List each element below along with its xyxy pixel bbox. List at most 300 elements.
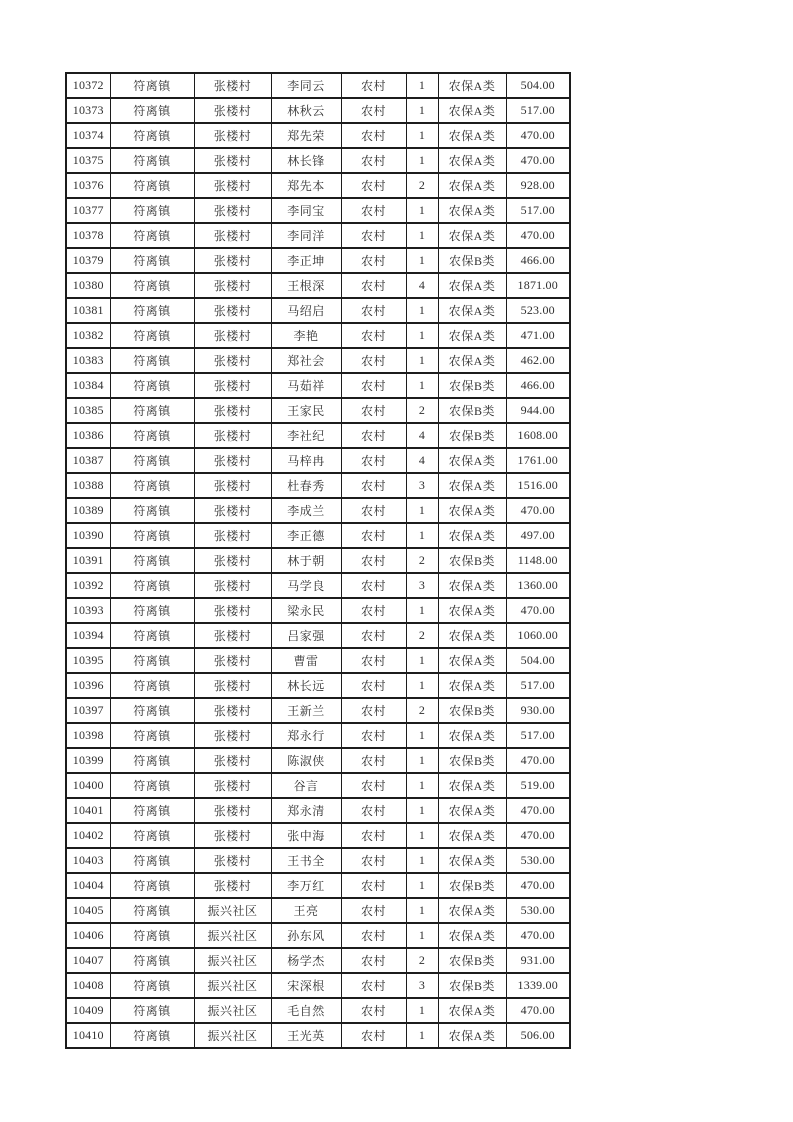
cell-insurance_category: 农保A类 (438, 498, 506, 523)
table-row (66, 898, 570, 923)
cell-seq: 10402 (66, 823, 110, 848)
cell-residence_type: 农村 (341, 798, 406, 823)
cell-insurance_category: 农保A类 (438, 648, 506, 673)
cell-residence_type: 农村 (341, 248, 406, 273)
table-row (66, 148, 570, 173)
cell-town: 符离镇 (110, 523, 194, 548)
cell-town: 符离镇 (110, 448, 194, 473)
cell-name: 李正德 (271, 523, 341, 548)
cell-name: 李同云 (271, 73, 341, 98)
cell-amount: 470.00 (506, 998, 570, 1023)
table-row (66, 748, 570, 773)
cell-person_count: 1 (406, 723, 438, 748)
cell-name: 王书全 (271, 848, 341, 873)
cell-insurance_category: 农保B类 (438, 373, 506, 398)
cell-village: 张楼村 (194, 223, 271, 248)
cell-amount: 470.00 (506, 223, 570, 248)
cell-town: 符离镇 (110, 373, 194, 398)
table-row (66, 298, 570, 323)
cell-town: 符离镇 (110, 798, 194, 823)
cell-insurance_category: 农保A类 (438, 298, 506, 323)
cell-residence_type: 农村 (341, 898, 406, 923)
cell-seq: 10397 (66, 698, 110, 723)
cell-person_count: 1 (406, 673, 438, 698)
cell-village: 张楼村 (194, 823, 271, 848)
cell-town: 符离镇 (110, 148, 194, 173)
cell-amount: 1761.00 (506, 448, 570, 473)
cell-residence_type: 农村 (341, 198, 406, 223)
cell-village: 振兴社区 (194, 973, 271, 998)
cell-village: 振兴社区 (194, 998, 271, 1023)
cell-insurance_category: 农保A类 (438, 323, 506, 348)
cell-insurance_category: 农保B类 (438, 973, 506, 998)
cell-seq: 10406 (66, 923, 110, 948)
cell-residence_type: 农村 (341, 673, 406, 698)
table-row (66, 923, 570, 948)
cell-person_count: 1 (406, 98, 438, 123)
cell-residence_type: 农村 (341, 998, 406, 1023)
cell-amount: 470.00 (506, 123, 570, 148)
cell-person_count: 1 (406, 898, 438, 923)
cell-insurance_category: 农保A类 (438, 898, 506, 923)
table-row (66, 348, 570, 373)
cell-insurance_category: 农保B类 (438, 748, 506, 773)
cell-name: 李同洋 (271, 223, 341, 248)
cell-village: 振兴社区 (194, 898, 271, 923)
cell-person_count: 1 (406, 248, 438, 273)
cell-town: 符离镇 (110, 648, 194, 673)
cell-amount: 504.00 (506, 73, 570, 98)
cell-amount: 470.00 (506, 823, 570, 848)
cell-person_count: 2 (406, 548, 438, 573)
cell-amount: 1060.00 (506, 623, 570, 648)
cell-village: 张楼村 (194, 773, 271, 798)
cell-amount: 517.00 (506, 198, 570, 223)
cell-person_count: 1 (406, 648, 438, 673)
cell-residence_type: 农村 (341, 98, 406, 123)
cell-residence_type: 农村 (341, 73, 406, 98)
cell-town: 符离镇 (110, 898, 194, 923)
cell-insurance_category: 农保A类 (438, 448, 506, 473)
cell-seq: 10405 (66, 898, 110, 923)
cell-name: 林于朝 (271, 548, 341, 573)
cell-name: 陈淑侠 (271, 748, 341, 773)
cell-town: 符离镇 (110, 598, 194, 623)
cell-town: 符离镇 (110, 173, 194, 198)
cell-residence_type: 农村 (341, 573, 406, 598)
cell-residence_type: 农村 (341, 123, 406, 148)
table-row (66, 223, 570, 248)
cell-insurance_category: 农保A类 (438, 823, 506, 848)
table-row (66, 373, 570, 398)
cell-village: 张楼村 (194, 448, 271, 473)
cell-seq: 10407 (66, 948, 110, 973)
cell-seq: 10399 (66, 748, 110, 773)
cell-town: 符离镇 (110, 948, 194, 973)
cell-name: 林长远 (271, 673, 341, 698)
cell-village: 张楼村 (194, 198, 271, 223)
cell-town: 符离镇 (110, 623, 194, 648)
table-row (66, 698, 570, 723)
cell-insurance_category: 农保A类 (438, 223, 506, 248)
cell-town: 符离镇 (110, 873, 194, 898)
cell-town: 符离镇 (110, 473, 194, 498)
cell-name: 李成兰 (271, 498, 341, 523)
cell-residence_type: 农村 (341, 648, 406, 673)
cell-seq: 10372 (66, 73, 110, 98)
cell-insurance_category: 农保B类 (438, 248, 506, 273)
cell-residence_type: 农村 (341, 273, 406, 298)
cell-amount: 470.00 (506, 798, 570, 823)
cell-insurance_category: 农保B类 (438, 548, 506, 573)
cell-amount: 517.00 (506, 98, 570, 123)
cell-town: 符离镇 (110, 398, 194, 423)
cell-person_count: 2 (406, 173, 438, 198)
cell-insurance_category: 农保A类 (438, 773, 506, 798)
cell-amount: 944.00 (506, 398, 570, 423)
cell-residence_type: 农村 (341, 773, 406, 798)
cell-insurance_category: 农保B类 (438, 948, 506, 973)
cell-village: 张楼村 (194, 298, 271, 323)
cell-seq: 10383 (66, 348, 110, 373)
cell-name: 王亮 (271, 898, 341, 923)
cell-name: 马梓冉 (271, 448, 341, 473)
cell-name: 王新兰 (271, 698, 341, 723)
cell-seq: 10391 (66, 548, 110, 573)
cell-name: 李同宝 (271, 198, 341, 223)
cell-name: 孙东风 (271, 923, 341, 948)
cell-town: 符离镇 (110, 723, 194, 748)
cell-seq: 10393 (66, 598, 110, 623)
cell-village: 张楼村 (194, 473, 271, 498)
cell-person_count: 2 (406, 698, 438, 723)
cell-insurance_category: 农保A类 (438, 148, 506, 173)
table-row (66, 673, 570, 698)
cell-amount: 470.00 (506, 873, 570, 898)
cell-insurance_category: 农保B类 (438, 698, 506, 723)
cell-seq: 10410 (66, 1023, 110, 1048)
cell-person_count: 1 (406, 148, 438, 173)
cell-person_count: 1 (406, 198, 438, 223)
cell-insurance_category: 农保A类 (438, 598, 506, 623)
cell-village: 张楼村 (194, 673, 271, 698)
cell-person_count: 1 (406, 523, 438, 548)
cell-amount: 1148.00 (506, 548, 570, 573)
cell-person_count: 1 (406, 598, 438, 623)
cell-residence_type: 农村 (341, 423, 406, 448)
cell-village: 张楼村 (194, 348, 271, 373)
cell-insurance_category: 农保A类 (438, 573, 506, 598)
cell-seq: 10408 (66, 973, 110, 998)
cell-seq: 10384 (66, 373, 110, 398)
cell-amount: 1516.00 (506, 473, 570, 498)
cell-name: 吕家强 (271, 623, 341, 648)
table-row (66, 848, 570, 873)
cell-seq: 10376 (66, 173, 110, 198)
table-row (66, 723, 570, 748)
cell-residence_type: 农村 (341, 1023, 406, 1048)
cell-village: 张楼村 (194, 873, 271, 898)
table-row (66, 973, 570, 998)
cell-amount: 1608.00 (506, 423, 570, 448)
cell-village: 张楼村 (194, 98, 271, 123)
cell-person_count: 1 (406, 848, 438, 873)
cell-insurance_category: 农保A类 (438, 673, 506, 698)
cell-residence_type: 农村 (341, 723, 406, 748)
cell-name: 林长锋 (271, 148, 341, 173)
cell-person_count: 1 (406, 323, 438, 348)
cell-name: 郑社会 (271, 348, 341, 373)
table-row (66, 248, 570, 273)
table-row (66, 948, 570, 973)
cell-town: 符离镇 (110, 98, 194, 123)
cell-insurance_category: 农保A类 (438, 998, 506, 1023)
cell-residence_type: 农村 (341, 548, 406, 573)
cell-residence_type: 农村 (341, 398, 406, 423)
cell-seq: 10395 (66, 648, 110, 673)
cell-amount: 1871.00 (506, 273, 570, 298)
table-row (66, 73, 570, 98)
cell-person_count: 4 (406, 423, 438, 448)
cell-seq: 10386 (66, 423, 110, 448)
table-row (66, 273, 570, 298)
cell-seq: 10377 (66, 198, 110, 223)
table-row (66, 798, 570, 823)
cell-amount: 1360.00 (506, 573, 570, 598)
table-row (66, 398, 570, 423)
cell-name: 宋深根 (271, 973, 341, 998)
table-row (66, 523, 570, 548)
cell-town: 符离镇 (110, 973, 194, 998)
cell-insurance_category: 农保B类 (438, 398, 506, 423)
cell-amount: 931.00 (506, 948, 570, 973)
cell-person_count: 1 (406, 73, 438, 98)
cell-amount: 462.00 (506, 348, 570, 373)
cell-seq: 10403 (66, 848, 110, 873)
cell-amount: 928.00 (506, 173, 570, 198)
table-row (66, 423, 570, 448)
cell-town: 符离镇 (110, 698, 194, 723)
cell-amount: 470.00 (506, 598, 570, 623)
cell-person_count: 1 (406, 923, 438, 948)
cell-town: 符离镇 (110, 1023, 194, 1048)
cell-amount: 517.00 (506, 723, 570, 748)
cell-residence_type: 农村 (341, 323, 406, 348)
cell-residence_type: 农村 (341, 173, 406, 198)
cell-seq: 10385 (66, 398, 110, 423)
cell-residence_type: 农村 (341, 698, 406, 723)
table-row (66, 98, 570, 123)
cell-name: 马绍启 (271, 298, 341, 323)
cell-name: 马学良 (271, 573, 341, 598)
cell-person_count: 1 (406, 298, 438, 323)
table-row (66, 123, 570, 148)
cell-village: 振兴社区 (194, 948, 271, 973)
cell-amount: 506.00 (506, 1023, 570, 1048)
cell-seq: 10378 (66, 223, 110, 248)
cell-town: 符离镇 (110, 423, 194, 448)
cell-insurance_category: 农保A类 (438, 623, 506, 648)
cell-seq: 10382 (66, 323, 110, 348)
cell-seq: 10400 (66, 773, 110, 798)
cell-village: 张楼村 (194, 523, 271, 548)
cell-residence_type: 农村 (341, 973, 406, 998)
cell-name: 王家民 (271, 398, 341, 423)
cell-person_count: 3 (406, 573, 438, 598)
table-row (66, 498, 570, 523)
cell-insurance_category: 农保A类 (438, 198, 506, 223)
cell-amount: 470.00 (506, 148, 570, 173)
cell-amount: 466.00 (506, 373, 570, 398)
cell-village: 张楼村 (194, 123, 271, 148)
cell-town: 符离镇 (110, 773, 194, 798)
cell-name: 郑先荣 (271, 123, 341, 148)
cell-town: 符离镇 (110, 298, 194, 323)
cell-name: 郑永清 (271, 798, 341, 823)
cell-insurance_category: 农保A类 (438, 848, 506, 873)
cell-residence_type: 农村 (341, 223, 406, 248)
cell-village: 张楼村 (194, 323, 271, 348)
cell-insurance_category: 农保A类 (438, 273, 506, 298)
cell-seq: 10380 (66, 273, 110, 298)
cell-amount: 519.00 (506, 773, 570, 798)
cell-amount: 517.00 (506, 673, 570, 698)
cell-person_count: 1 (406, 498, 438, 523)
cell-insurance_category: 农保A类 (438, 98, 506, 123)
cell-town: 符离镇 (110, 73, 194, 98)
table-row (66, 998, 570, 1023)
cell-town: 符离镇 (110, 673, 194, 698)
cell-seq: 10387 (66, 448, 110, 473)
cell-amount: 530.00 (506, 898, 570, 923)
cell-insurance_category: 农保A类 (438, 1023, 506, 1048)
cell-village: 张楼村 (194, 73, 271, 98)
cell-amount: 466.00 (506, 248, 570, 273)
table-row (66, 873, 570, 898)
cell-seq: 10388 (66, 473, 110, 498)
cell-insurance_category: 农保B类 (438, 423, 506, 448)
cell-village: 张楼村 (194, 573, 271, 598)
cell-seq: 10390 (66, 523, 110, 548)
cell-town: 符离镇 (110, 323, 194, 348)
cell-village: 张楼村 (194, 623, 271, 648)
cell-residence_type: 农村 (341, 448, 406, 473)
cell-seq: 10401 (66, 798, 110, 823)
cell-village: 张楼村 (194, 698, 271, 723)
cell-person_count: 2 (406, 623, 438, 648)
cell-person_count: 1 (406, 348, 438, 373)
cell-seq: 10379 (66, 248, 110, 273)
cell-town: 符离镇 (110, 223, 194, 248)
cell-person_count: 1 (406, 1023, 438, 1048)
table-row (66, 1023, 570, 1048)
cell-person_count: 1 (406, 823, 438, 848)
cell-person_count: 1 (406, 748, 438, 773)
cell-village: 张楼村 (194, 598, 271, 623)
cell-residence_type: 农村 (341, 148, 406, 173)
table-row (66, 573, 570, 598)
cell-village: 张楼村 (194, 848, 271, 873)
cell-residence_type: 农村 (341, 523, 406, 548)
cell-insurance_category: 农保A类 (438, 798, 506, 823)
cell-town: 符离镇 (110, 248, 194, 273)
cell-town: 符离镇 (110, 348, 194, 373)
cell-name: 王根深 (271, 273, 341, 298)
cell-insurance_category: 农保A类 (438, 73, 506, 98)
cell-person_count: 4 (406, 273, 438, 298)
cell-town: 符离镇 (110, 498, 194, 523)
cell-village: 张楼村 (194, 798, 271, 823)
cell-amount: 1339.00 (506, 973, 570, 998)
cell-amount: 470.00 (506, 923, 570, 948)
cell-person_count: 1 (406, 123, 438, 148)
cell-village: 张楼村 (194, 723, 271, 748)
cell-residence_type: 农村 (341, 623, 406, 648)
cell-town: 符离镇 (110, 548, 194, 573)
cell-town: 符离镇 (110, 198, 194, 223)
cell-town: 符离镇 (110, 823, 194, 848)
cell-seq: 10381 (66, 298, 110, 323)
cell-seq: 10375 (66, 148, 110, 173)
cell-name: 杨学杰 (271, 948, 341, 973)
cell-name: 李艳 (271, 323, 341, 348)
cell-name: 李正坤 (271, 248, 341, 273)
cell-village: 张楼村 (194, 148, 271, 173)
cell-name: 杜春秀 (271, 473, 341, 498)
cell-village: 振兴社区 (194, 1023, 271, 1048)
cell-town: 符离镇 (110, 848, 194, 873)
cell-village: 张楼村 (194, 548, 271, 573)
table-row (66, 623, 570, 648)
cell-seq: 10389 (66, 498, 110, 523)
cell-seq: 10396 (66, 673, 110, 698)
cell-town: 符离镇 (110, 573, 194, 598)
table-body (66, 73, 570, 1048)
cell-village: 张楼村 (194, 423, 271, 448)
cell-town: 符离镇 (110, 923, 194, 948)
cell-residence_type: 农村 (341, 923, 406, 948)
cell-town: 符离镇 (110, 748, 194, 773)
cell-person_count: 1 (406, 223, 438, 248)
table-row (66, 823, 570, 848)
cell-village: 张楼村 (194, 498, 271, 523)
cell-village: 张楼村 (194, 748, 271, 773)
cell-name: 李社纪 (271, 423, 341, 448)
cell-name: 郑先本 (271, 173, 341, 198)
cell-village: 张楼村 (194, 648, 271, 673)
cell-seq: 10398 (66, 723, 110, 748)
table-row (66, 648, 570, 673)
cell-town: 符离镇 (110, 998, 194, 1023)
cell-name: 毛自然 (271, 998, 341, 1023)
cell-seq: 10409 (66, 998, 110, 1023)
cell-amount: 930.00 (506, 698, 570, 723)
cell-name: 曹雷 (271, 648, 341, 673)
cell-seq: 10373 (66, 98, 110, 123)
cell-residence_type: 农村 (341, 473, 406, 498)
cell-amount: 504.00 (506, 648, 570, 673)
cell-residence_type: 农村 (341, 598, 406, 623)
cell-village: 张楼村 (194, 398, 271, 423)
cell-residence_type: 农村 (341, 498, 406, 523)
cell-residence_type: 农村 (341, 873, 406, 898)
cell-village: 张楼村 (194, 173, 271, 198)
cell-name: 梁永民 (271, 598, 341, 623)
cell-insurance_category: 农保A类 (438, 123, 506, 148)
cell-residence_type: 农村 (341, 848, 406, 873)
cell-village: 张楼村 (194, 273, 271, 298)
cell-insurance_category: 农保A类 (438, 923, 506, 948)
